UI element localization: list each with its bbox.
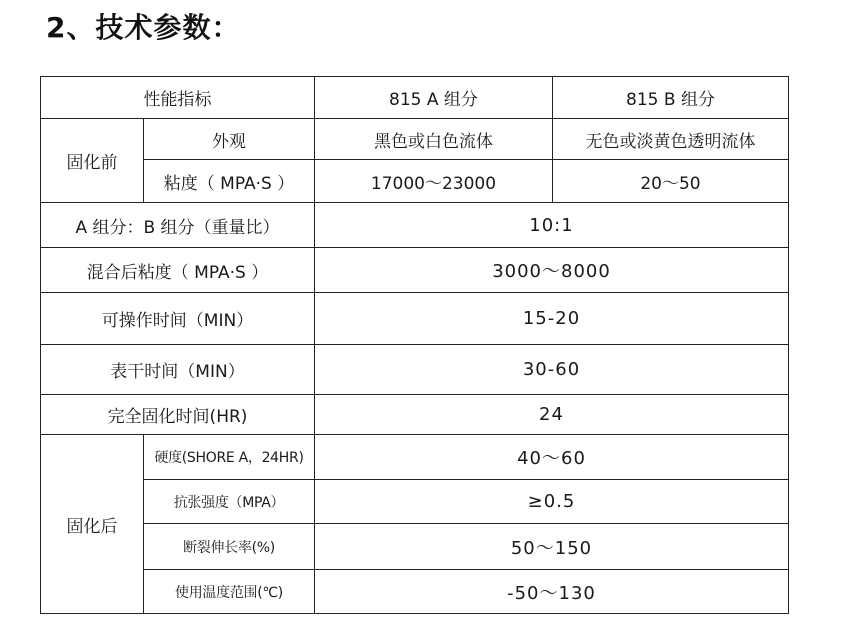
- row-label: 表干时间（MIN）: [41, 345, 315, 395]
- table-row: [41, 293, 789, 345]
- table-row: [41, 248, 789, 293]
- row-label: 可操作时间（MIN）: [41, 293, 315, 345]
- section-heading: 2、技术参数：: [46, 11, 241, 44]
- table-row: [41, 203, 789, 248]
- table-row: [41, 480, 789, 524]
- table-row: [41, 119, 789, 160]
- appearance-a: 黑色或白色流体: [315, 119, 553, 160]
- row-label: 断裂伸长率(%): [144, 524, 315, 570]
- row-label: 硬度(SHORE A，24HR): [144, 435, 315, 480]
- row-value: 50～150: [315, 524, 789, 570]
- row-value: -50～130: [315, 570, 789, 614]
- table-row: [41, 395, 789, 435]
- row-value: 30-60: [315, 345, 789, 395]
- table-row: [41, 345, 789, 395]
- viscosity-label: 粘度（ MPA·S ）: [144, 160, 315, 203]
- table-row: [41, 435, 789, 480]
- row-value: 3000～8000: [315, 248, 789, 293]
- row-value: 24: [315, 395, 789, 435]
- row-label: 混合后粘度（ MPA·S ）: [41, 248, 315, 293]
- table-row: [41, 524, 789, 570]
- tech-spec-table: [40, 76, 789, 614]
- row-value: 40～60: [315, 435, 789, 480]
- row-value: 15-20: [315, 293, 789, 345]
- table-header-row: [41, 77, 789, 119]
- table-row: [41, 160, 789, 203]
- viscosity-a: 17000～23000: [315, 160, 553, 203]
- viscosity-b: 20～50: [553, 160, 789, 203]
- header-component-a: 815 A 组分: [315, 77, 553, 119]
- row-value: 10:1: [315, 203, 789, 248]
- appearance-label: 外观: [144, 119, 315, 160]
- row-label: 使用温度范围(℃): [144, 570, 315, 614]
- header-component-b: 815 B 组分: [553, 77, 789, 119]
- table-row: [41, 570, 789, 614]
- after-cure-label: 固化后: [41, 435, 144, 614]
- row-value: ≥0.5: [315, 480, 789, 524]
- before-cure-label: 固化前: [41, 119, 144, 203]
- row-label: 抗张强度（MPA）: [144, 480, 315, 524]
- appearance-b: 无色或淡黄色透明流体: [553, 119, 789, 160]
- row-label: 完全固化时间(HR): [41, 395, 315, 435]
- header-property: 性能指标: [41, 77, 315, 119]
- row-label: A 组分：B 组分（重量比）: [41, 203, 315, 248]
